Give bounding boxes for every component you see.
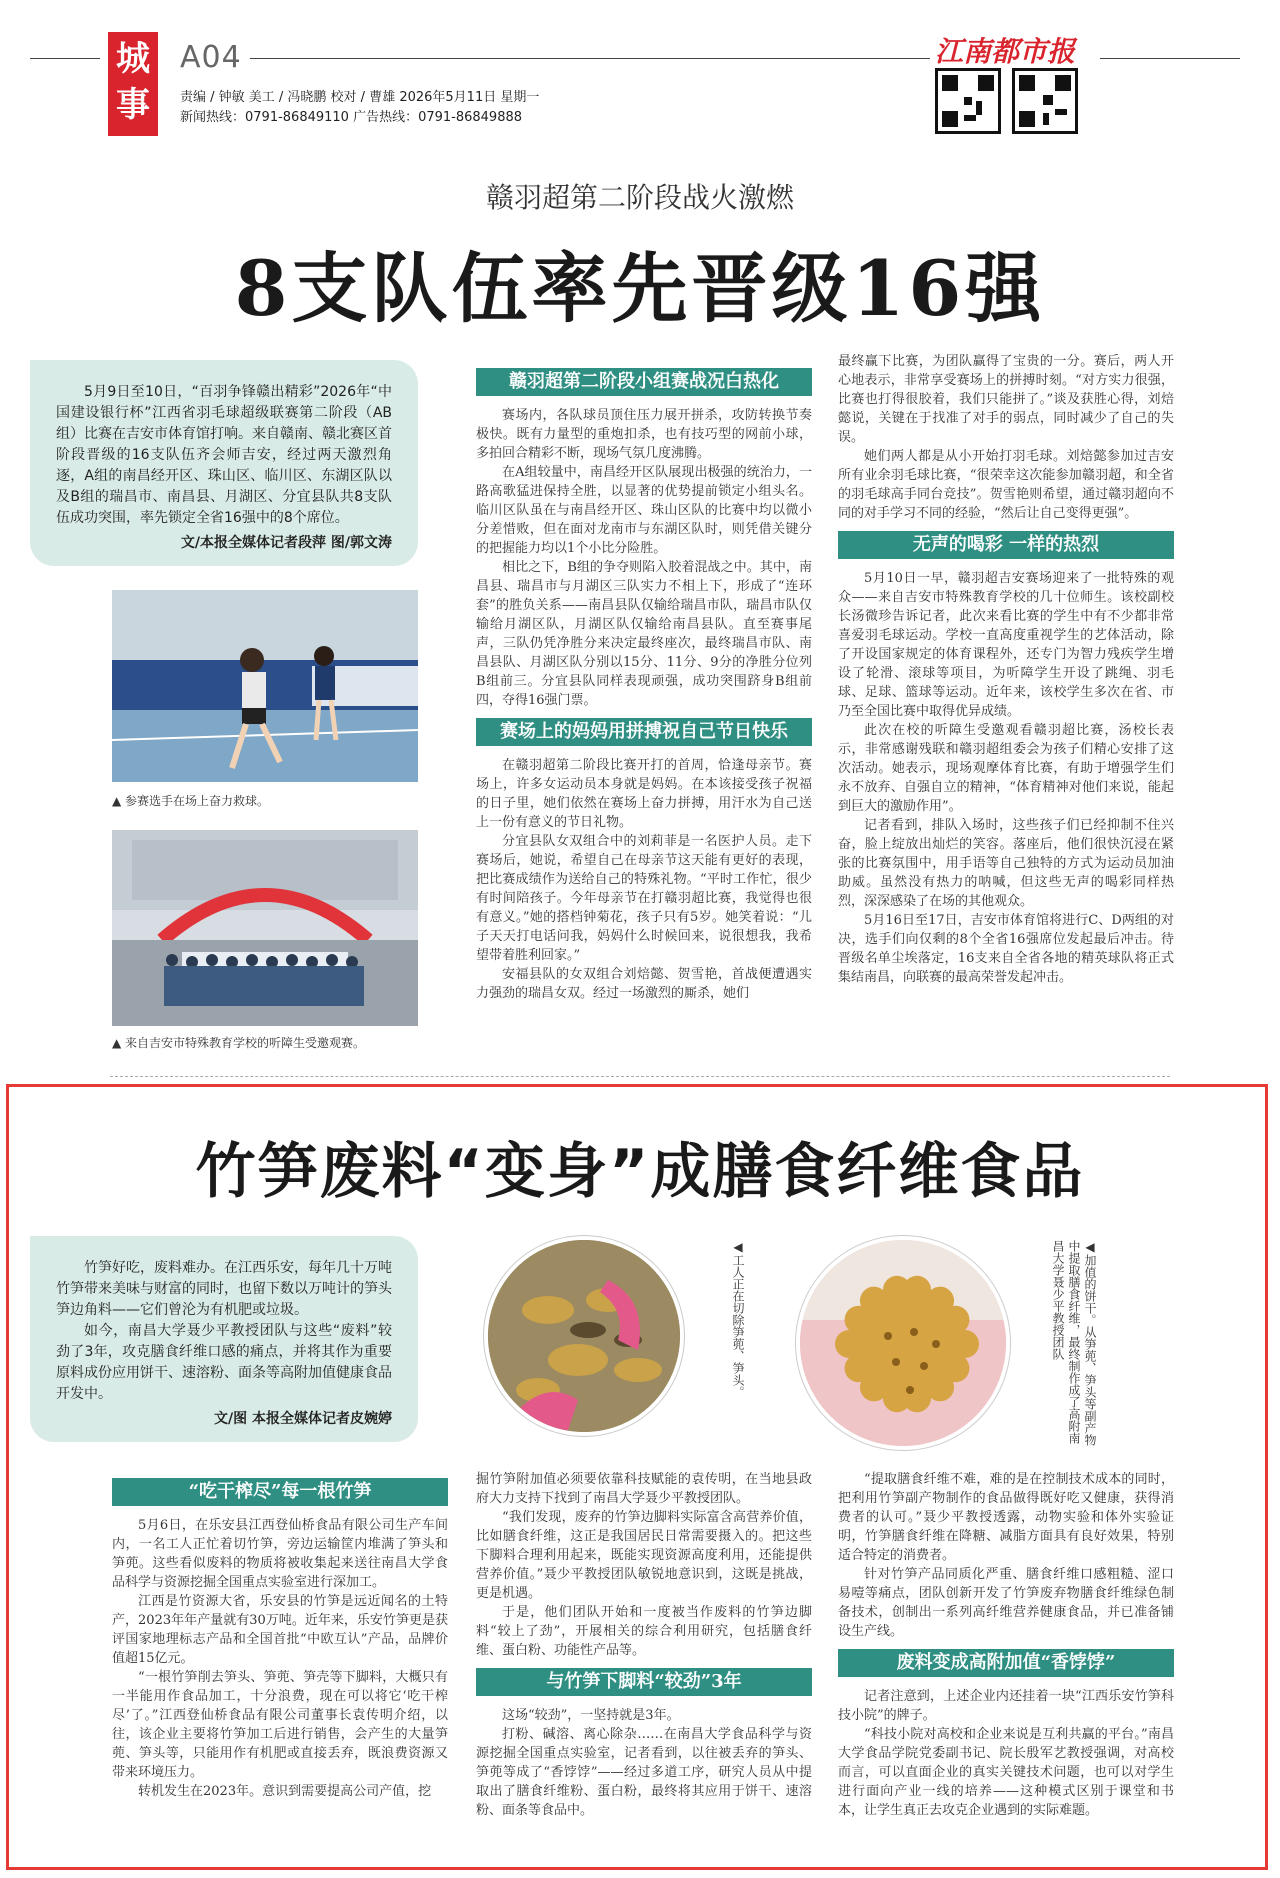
paragraph: 针对竹笋产品同质化严重、膳食纤维口感粗糙、涩口易噎等痛点，团队创新开发了竹笋废弃物膳食纤维绿色制备技术，创制出一系列高纤维营养健康食品，并已准备铺设生产线。: [838, 1567, 1174, 1639]
badminton-photo: [112, 590, 418, 782]
paragraph: 这场“较劲”，一坚持就是3年。: [502, 1708, 680, 1723]
paragraph: 安福县队的女双组合刘焙懿、贺雪艳，首战便遭遇实力强劲的瑞昌女双。经过一场激烈的厮杀，她们: [476, 967, 812, 1001]
photo2-caption: ▲ 来自吉安市特殊教育学校的听障生受邀观赛。: [112, 1036, 366, 1050]
story2-headline: 竹笋废料“变身”成膳食纤维食品: [195, 1137, 1085, 1207]
paragraph: “我们发现，废弃的竹笋边脚料实际富含高营养价值，比如膳食纤维，这正是我国居民日常需要摄入的。把这些下脚料合理利用起来，既能实现资源高度利用，还能提供营养价值。”聂少平教授团队敏锐地意识到，这既是挑战，更是机遇。: [476, 1510, 812, 1601]
qr-code-icon: [935, 68, 1001, 134]
biscuit-photo: [796, 1236, 1010, 1450]
page-number: A04: [180, 40, 242, 75]
paragraph: “一根竹笋削去笋头、笋蔸、笋壳等下脚料，大概只有一半能用作食品加工，十分浪费，现在可以将它‘吃干榨尽’了。”江西登仙桥食品有限公司董事长袁传明介绍，以往，该企业主要将竹笋加工后进行销售，会产生的大量笋蔸、笋头等，只能用作有机肥或直接丢弃，既浪费资源又带来环境压力。: [112, 1670, 448, 1780]
story2-byline: 文/图 本报全媒体记者皮婉婷: [214, 1411, 392, 1427]
paragraph: “科技小院对高校和企业来说是互利共赢的平台。”南昌大学食品学院党委副书记、院长殷军艺教授强调，对高校而言，可以直面企业的真实关键技术问题，也可以对学生进行面向产业一线的培养——这种模式区别于课堂和书本，让学生真正去攻克企业遇到的实际难题。: [838, 1727, 1174, 1818]
paragraph: 于是，他们团队开始和一度被当作废料的竹笋边脚料“较上了劲”，开展相关的综合利用研究，包括膳食纤维、蛋白粉、功能性产品等。: [476, 1605, 812, 1658]
story2-column-1: [112, 1470, 448, 1858]
story1-headline: 8支队伍率先晋级16强: [234, 244, 1046, 333]
story1-column-3: [838, 352, 1174, 1070]
story2-summary-box: [30, 1236, 418, 1442]
paragraph: 掘竹笋附加值必须要依靠科技赋能的袁传明，在当地县政府大力支持下找到了南昌大学聂少平教授团队。: [476, 1472, 812, 1506]
header-rule-right: [1100, 58, 1240, 59]
story2-subhead-1: “吃干榨尽”每一根竹笋: [112, 1478, 448, 1506]
story2-summary-p1: 竹笋好吃，废料难办。在江西乐安，每年几十万吨竹笋带来美味与财富的同时，也留下数以万吨计的笋头笋边角料——它们曾沦为有机肥或垃圾。: [56, 1260, 392, 1318]
paragraph: 赛场内，各队球员顶住压力展开拼杀，攻防转换节奏极快。既有力量型的重炮扣杀，也有技巧型的网前小球，多拍回合精彩不断，现场气氛几度沸腾。: [476, 408, 812, 461]
worker-photo: [484, 1236, 684, 1436]
story1-subhead-3: 无声的喝彩 一样的热烈: [838, 531, 1174, 559]
header-rule-left: [30, 58, 100, 59]
section-divider: [110, 1076, 1170, 1077]
paragraph: 在赣羽超第二阶段比赛开打的首周，恰逢母亲节。赛场上，许多女运动员本身就是妈妈。在本该接受孩子祝福的日子里，她们依然在赛场上奋力拼搏，用汗水为自己送上一份有意义的节日礼物。: [476, 758, 812, 830]
story2-column-3: [838, 1470, 1174, 1858]
paragraph: 5月6日，在乐安县江西登仙桥食品有限公司生产车间内，一名工人正忙着切竹笋，旁边运输筐内堆满了笋头和笋蔸。这些看似废料的物质将被收集起来送往南昌大学食品科学与资源挖掘全国重点实验室进行深加工。: [112, 1518, 448, 1590]
paragraph: 记者看到，排队入场时，这些孩子们已经抑制不住兴奋，脸上绽放出灿烂的笑容。落座后，他们很快沉浸在紧张的比赛氛围中，用手语等自己独特的方式为运动员加油助威。虽然没有热力的呐喊，但这些无声的喝彩同样热烈，深深感染了在场的其他观众。: [838, 818, 1174, 909]
biscuit-photo-caption: ◀加值的饼干。从笋蔸、笋头等副产物中提取膳食纤维，最终制作成了高附南昌大学聂少平教授团队: [1051, 1240, 1097, 1446]
story2-subhead-2: 与竹笋下脚料“较劲”3年: [476, 1668, 812, 1696]
story1-column-2: [476, 360, 812, 1070]
group-photo: [112, 830, 418, 1026]
paragraph: 记者注意到，上述企业内还挂着一块“江西乐安竹笋科技小院”的牌子。: [838, 1689, 1174, 1723]
editor-credits: 责编 / 钟敏 美工 / 冯晓鹏 校对 / 曹雄 2026年5月11日 星期一: [180, 90, 540, 105]
story1-byline: 文/本报全媒体记者段萍 图/郭文涛: [180, 535, 392, 551]
photo1-caption: ▲ 参赛选手在场上奋力救球。: [112, 794, 270, 808]
paragraph: 相比之下，B组的争夺则陷入胶着混战之中。其中，南昌县、瑞昌市与月湖区三队实力不相上下，形成了“连环套”的胜负关系——南昌县队仅输给瑞昌市队，瑞昌市队仅输给月湖区队，月湖区队仅输给南昌县队。直至赛事尾声，三队仍凭净胜分来决定最终座次，最终瑞昌市队、南昌县队、月湖区队分别以15分、11分、9分的净胜分位列B组前三。分宜县队同样表现顽强，成功突围跻身B组前四，夺得16强门票。: [476, 560, 812, 708]
story2-summary-p2: 如今，南昌大学聂少平教授团队与这些“废料”较劲了3年，攻克膳食纤维口感的痛点，并将其作为重要原料成份应用饼干、速溶粉、面条等高附加值健康食品开发中。: [56, 1323, 392, 1402]
story1-summary-box: [30, 360, 418, 566]
story1-summary: 5月9日至10日，“百羽争锋赣出精彩”2026年“中国建设银行杯”江西省羽毛球超级联赛第二阶段（AB组）比赛在吉安市体育馆打响。来自赣南、赣北赛区首阶段晋级的16支队伍齐会师吉安，经过两天激烈角逐，A组的南昌经开区、珠山区、临川区、东湖区队以及B组的瑞昌市、南昌县、月湖区、分宜县队共8支队伍成功突围，率先锁定全省16强中的8个席位。: [56, 384, 392, 526]
header-rule-mid: [250, 58, 930, 59]
paragraph: 她们两人都是从小开始打羽毛球。刘焙懿参加过吉安所有业余羽毛球比赛，“很荣幸这次能参加赣羽超，和全省的羽毛球高手同台竞技”。贺雪艳则希望，通过赣羽超向不同的对手学习不同的经验，“然后让自己变得更强”。: [838, 449, 1174, 521]
paragraph: “提取膳食纤维不难，难的是在控制技术成本的同时，把利用竹笋副产物制作的食品做得既好吃又健康，获得消费者的认可。”聂少平教授透露，动物实验和体外实验证明，竹笋膳食纤维在降糖、减脂方面具有良好效果，特别适合特定的消费者。: [838, 1472, 1174, 1563]
worker-photo-caption: ◀工人正在切除笋蔸、笋头。: [731, 1240, 745, 1398]
story1-subhead-1: 赣羽超第二阶段小组赛战况白热化: [476, 368, 812, 396]
story2-column-2: [476, 1470, 812, 1858]
paragraph: 最终赢下比赛，为团队赢得了宝贵的一分。赛后，两人开心地表示，非常享受赛场上的拼搏时刻。“对方实力很强，比赛也打得很胶着，我们只能拼了。”谈及获胜心得，刘焙懿说，关键在于找准了对手的弱点，同时减少了自己的失误。: [838, 354, 1174, 445]
story1-subhead-2: 赛场上的妈妈用拼搏祝自己节日快乐: [476, 718, 812, 746]
qr-code-icon: [1012, 68, 1078, 134]
story2-subhead-3: 废料变成高附加值“香饽饽”: [838, 1649, 1174, 1677]
section-char-2: 事: [116, 85, 150, 125]
paragraph: 分宜县队女双组合中的刘莉菲是一名医护人员。走下赛场后，她说，希望自己在母亲节这天能有更好的表现，把比赛成绩作为送给自己的特殊礼物。“平时工作忙，很少有时间陪孩子。今年母亲节在打赣羽超比赛，我觉得也很有意义。”她的搭档钟菊花，孩子只有5岁。她笑着说：“儿子天天打电话问我，妈妈什么时候回来，说很想我，我希望带着胜利回家。”: [476, 834, 812, 963]
paragraph: 转机发生在2023年。意识到需要提高公司产值，挖: [138, 1784, 432, 1799]
story1-kicker: 赣羽超第二阶段战火激燃: [485, 181, 794, 214]
section-char-1: 城: [116, 39, 150, 79]
masthead-logo: 江南都市报: [935, 35, 1076, 68]
paragraph: 在A组较量中，南昌经开区队展现出极强的统治力，一路高歌猛进保持全胜，以显著的优势提前锁定小组头名。临川区队虽在与南昌经开区、珠山区队的比赛中均以微小分差惜败，但在面对龙南市与东湖区队时，则凭借关键分的把握能力均以1个小比分险胜。: [476, 465, 812, 556]
paragraph: 打粉、碱溶、离心除杂……在南昌大学食品科学与资源挖掘全国重点实验室，记者看到，以往被丢弃的笋头、笋蔸等成了“香饽饽”——经过多道工序，研究人员从中提取出了膳食纤维粉、蛋白粉，最终将其应用于饼干、速溶粉、面条等食品中。: [476, 1727, 812, 1818]
paragraph: 5月10日一早，赣羽超吉安赛场迎来了一批特殊的观众——来自吉安市特殊教育学校的几十位师生。该校副校长汤微珍告诉记者，此次来看比赛的学生中有不少都非常喜爱羽毛球运动。学校一直高度重视学生的艺体活动，除了开设国家规定的体育课程外，还专门为智力残疾学生增设了轮滑、滚球等项目，为听障学生开设了跳绳、羽毛球、足球、篮球等运动。近年来，该校学生多次在省、市乃至全国比赛中取得优异成绩。: [838, 571, 1174, 719]
paragraph: 江西是竹资源大省，乐安县的竹笋是远近闻名的土特产，2023年年产量就有30万吨。近年来，乐安竹笋更是获评国家地理标志产品和全国首批“中欧互认”产品，品牌价值超15亿元。: [112, 1594, 448, 1666]
section-tab: [108, 32, 158, 136]
hotlines: 新闻热线：0791-86849110 广告热线：0791-86849888: [180, 110, 523, 125]
paragraph: 此次在校的听障生受邀观看赣羽超比赛，汤校长表示，非常感谢残联和赣羽超组委会为孩子们精心安排了这次活动。她表示，现场观摩体育比赛，有助于增强学生们永不放弃、自强自立的精神，“体育精神对他们来说，能起到巨大的激励作用”。: [838, 723, 1174, 814]
paragraph: 5月16日至17日，吉安市体育馆将进行C、D两组的对决，选手们向仅剩的8个全省16强席位发起最后冲击。待晋级名单尘埃落定，16支来自全省各地的精英球队将正式集结南昌，向联赛的最高荣誉发起冲击。: [838, 913, 1174, 985]
